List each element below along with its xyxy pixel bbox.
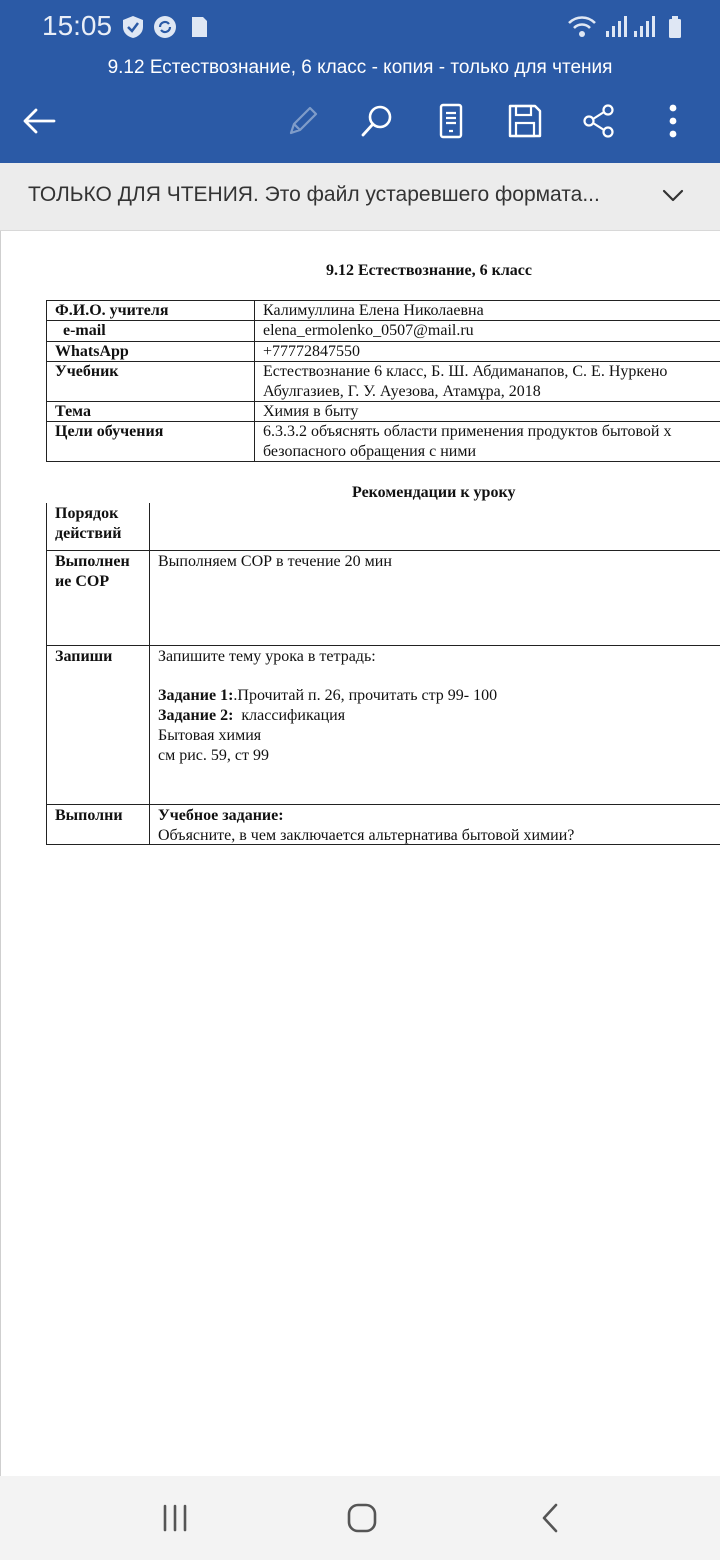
- whatsapp-label: WhatsApp: [55, 343, 129, 360]
- write-topic-text: Запишите тему урока в тетрадь:: [158, 648, 376, 665]
- document-title: 9.12 Естествознание, 6 класс - копия - только для чтения: [107, 57, 613, 78]
- read-only-banner[interactable]: [0, 163, 720, 231]
- signal-2-icon: [630, 14, 656, 40]
- teacher-name-label: Ф.И.О. учителя: [55, 302, 169, 319]
- whatsapp-value: +77772847550: [263, 343, 361, 360]
- system-back-button[interactable]: [520, 1496, 580, 1540]
- save-button[interactable]: [500, 98, 550, 144]
- more-options-button[interactable]: [648, 98, 698, 144]
- banner-text: ТОЛЬКО ДЛЯ ЧТЕНИЯ. Это файл устаревшего формата...: [28, 183, 600, 206]
- email-value: elena_ermolenko_0507@mail.ru: [263, 322, 474, 339]
- sync-icon: [152, 14, 178, 40]
- home-icon: [346, 1502, 378, 1534]
- task-1-line: [158, 686, 497, 706]
- document-heading: 9.12 Естествознание, 6 класс: [326, 262, 533, 279]
- table-border: [46, 503, 47, 845]
- search-button[interactable]: [352, 98, 402, 144]
- topic-label: Тема: [55, 403, 91, 420]
- task-2-label: Задание 2:: [158, 707, 234, 724]
- status-time: 15:05: [42, 10, 113, 41]
- sor-label-line1: Выполнен: [55, 553, 130, 570]
- task-1-text: .Прочитай п. 26, прочитать стр 99- 100: [233, 687, 498, 704]
- share-icon: [581, 103, 617, 139]
- system-nav-bar: [0, 1476, 720, 1560]
- signal-1-icon: [602, 14, 628, 40]
- expand-banner-button[interactable]: [660, 180, 686, 215]
- task-2-line: [158, 706, 345, 726]
- table-border: [46, 645, 720, 646]
- home-button[interactable]: [332, 1496, 392, 1540]
- task-1-label: Задание 1:: [158, 687, 234, 704]
- table-border: [149, 503, 150, 845]
- email-label: e-mail: [55, 322, 106, 339]
- teacher-name-value: Калимуллина Елена Николаевна: [263, 302, 484, 319]
- table-border: [46, 300, 47, 462]
- shield-icon: [120, 14, 146, 40]
- chevron-down-icon: [660, 180, 686, 210]
- textbook-value-line2: Абулгазиев, Г. У. Ауезова, Атамұра, 2018: [263, 383, 541, 400]
- recent-apps-button[interactable]: [145, 1496, 205, 1540]
- table-border: [254, 300, 255, 462]
- more-vertical-icon: [667, 103, 679, 139]
- back-button[interactable]: [14, 98, 64, 144]
- recent-apps-icon: [160, 1503, 190, 1533]
- back-arrow-icon: [21, 106, 57, 136]
- figure-reference-text: см рис. 59, ст 99: [158, 747, 269, 764]
- sor-text: Выполняем СОР в течение 20 мин: [158, 553, 392, 570]
- reading-view-button[interactable]: [426, 98, 476, 144]
- task-2-text: классификация: [233, 707, 346, 724]
- topic-value: Химия в быту: [263, 403, 359, 420]
- pencil-icon: [285, 103, 321, 139]
- search-icon: [359, 103, 395, 139]
- household-chemistry-text: Бытовая химия: [158, 727, 262, 744]
- section-title: Рекомендации к уроку: [352, 484, 516, 501]
- learning-goals-label: Цели обучения: [55, 423, 164, 440]
- order-label-line2: действий: [55, 525, 122, 542]
- learning-task-title: Учебное задание:: [158, 807, 284, 824]
- learning-task-text: Объясните, в чем заключается альтернатива бытовой химии?: [158, 827, 575, 844]
- battery-icon: [662, 14, 688, 40]
- sd-card-icon: [186, 14, 212, 40]
- learning-goals-value-line1: 6.3.3.2 объяснять области применения продуктов бытовой х: [263, 423, 672, 440]
- table-border: [46, 804, 720, 805]
- table-border: [46, 550, 720, 551]
- order-label-line1: Порядок: [55, 505, 119, 522]
- table-border: [46, 341, 720, 342]
- chevron-left-icon: [538, 1502, 562, 1534]
- save-icon: [507, 103, 543, 139]
- textbook-value-line1: Естествознание 6 класс, Б. Ш. Абдиманапов, С. Е. Нуркено: [263, 363, 668, 380]
- write-label: Запиши: [55, 648, 113, 665]
- sor-label-line2: ие СОР: [55, 573, 110, 590]
- app-bar: [0, 0, 720, 163]
- do-label: Выполни: [55, 807, 123, 824]
- share-button[interactable]: [574, 98, 624, 144]
- wifi-icon: [566, 14, 598, 40]
- document-page[interactable]: [0, 231, 720, 1476]
- status-bar: [0, 0, 720, 55]
- mobile-view-icon: [437, 103, 465, 139]
- edit-button[interactable]: [278, 98, 328, 144]
- learning-goals-value-line2: безопасного обращения с ними: [263, 443, 477, 460]
- textbook-label: Учебник: [55, 363, 119, 380]
